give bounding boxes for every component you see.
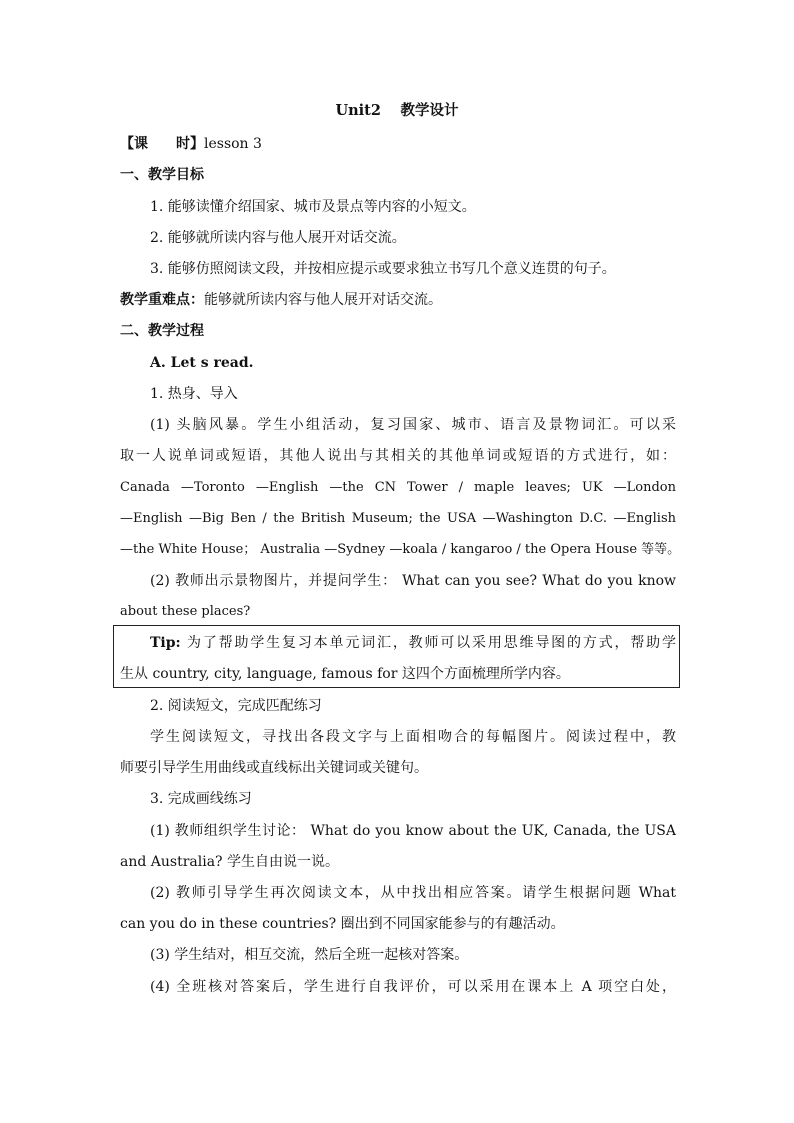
step-3-heading: 3. 完成画线练习 (150, 791, 252, 807)
step-3a-line-2: and Australia? 学生自由说一说。 (120, 854, 340, 870)
step-2-line-1: 学生阅读短文，寻找出各段文字与上面相吻合的每幅图片。阅读过程中，教 (150, 729, 676, 745)
tip-line-1 (150, 633, 676, 653)
step-3b-line-2: can you do in these countries? 圈出到不同国家能参与的有趣活动。 (120, 916, 565, 932)
paragraph-1-line-5: —the White House； Australia —Sydney —koala / kangaroo / the Opera House 等等。 (120, 542, 681, 557)
step-2-line-2: 师要引导学生用曲线或直线标出关键词或关键句。 (120, 760, 428, 776)
paragraph-1-line-4: —English —Big Ben / the British Museum; the USA —Washington D.C. —English (120, 511, 676, 526)
step-1-heading: 1. 热身、导入 (150, 386, 238, 402)
step-3a-line-1: (1) 教师组织学生讨论： What do you know about the UK, Canada, the USA (150, 823, 676, 839)
step-2-heading: 2. 阅读短文，完成匹配练习 (150, 698, 322, 714)
period-line (120, 134, 676, 154)
paragraph-2-line-1: (2) 教师出示景物图片，并提问学生： What can you see? What do you know (150, 573, 676, 589)
tip-label: Tip: (150, 635, 181, 651)
period-label: 【课 时】 (120, 136, 204, 152)
tip-line-2: 生从 country, city, language, famous for 这四个方面梳理所学内容。 (120, 666, 570, 682)
period-value: lesson 3 (204, 136, 262, 152)
paragraph-1-line-2: 取一人说单词或短语，其他人说出与其相关的其他单词或短语的方式进行，如： (120, 448, 676, 464)
key-points-line (120, 290, 676, 310)
section-heading-process: 二、教学过程 (120, 323, 204, 339)
paragraph-1-line-3: Canada —Toronto —English —the CN Tower / maple leaves; UK —London (120, 480, 676, 495)
goal-1: 1. 能够读懂介绍国家、城市及景点等内容的小短文。 (150, 199, 476, 215)
step-3d-line: (4) 全班核对答案后，学生进行自我评价，可以采用在课本上 A 项空白处， (150, 979, 676, 995)
goal-2: 2. 能够就所读内容与他人展开对话交流。 (150, 230, 406, 246)
step-3c-line: (3) 学生结对，相互交流，然后全班一起核对答案。 (150, 947, 469, 963)
key-points-label: 教学重难点： (120, 292, 204, 308)
part-a-heading: A. Let s read. (150, 355, 254, 371)
paragraph-1-line-1: (1) 头脑风暴。学生小组活动，复习国家、城市、语言及景物词汇。可以采 (150, 417, 676, 433)
step-3b-line-1: (2) 教师引导学生再次阅读文本，从中找出相应答案。请学生根据问题 What (150, 885, 676, 901)
section-heading-goals: 一、教学目标 (120, 167, 204, 183)
goal-3: 3. 能够仿照阅读文段，并按相应提示或要求独立书写几个意义连贯的句子。 (150, 261, 616, 277)
paragraph-2-line-2: about these places? (120, 604, 251, 619)
tip-text-1: 为了帮助学生复习本单元词汇，教师可以采用思维导图的方式，帮助学 (180, 635, 676, 651)
key-points-value: 能够就所读内容与他人展开对话交流。 (204, 292, 442, 308)
document-title: Unit2 教学设计 (335, 102, 459, 119)
